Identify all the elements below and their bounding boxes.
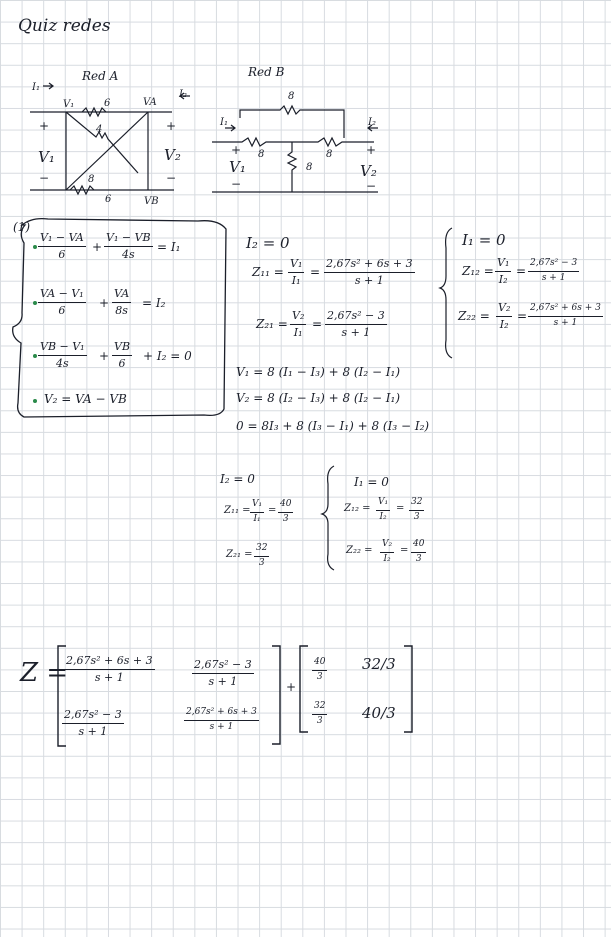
equation-rhs: = I₁ bbox=[157, 240, 181, 254]
circuit-a-minus-right: − bbox=[166, 171, 177, 185]
circuit-a-resistor-top: 6 bbox=[104, 98, 111, 109]
circuit-b-current-i1: I₁ bbox=[220, 117, 228, 128]
denominator: 6 bbox=[58, 304, 66, 318]
circuit-a-resistor-bottom: 6 bbox=[105, 194, 112, 205]
numerator: 32 bbox=[409, 498, 424, 511]
plus-sign: + bbox=[99, 296, 110, 310]
z12-lhs: Z₁₂ = bbox=[462, 264, 494, 278]
denominator: 3 bbox=[282, 513, 289, 524]
denominator: 4s bbox=[55, 357, 69, 371]
numerator: 32 bbox=[254, 544, 269, 557]
plus-sign: + bbox=[99, 349, 110, 363]
numerator: 2,67s² − 3 bbox=[325, 310, 387, 325]
numerator: V₁ bbox=[495, 257, 511, 272]
numerator: 2,67s² + 6s + 3 bbox=[324, 258, 415, 273]
circuit-b-v1: V₁ bbox=[229, 158, 246, 176]
circuit-a-current-i2: I₂ bbox=[179, 89, 187, 100]
numerator: 40 bbox=[312, 658, 327, 671]
denominator: 6 bbox=[58, 248, 66, 262]
circuit-a-v1: V₁ bbox=[38, 148, 55, 166]
denominator: 3 bbox=[258, 557, 265, 568]
denominator: 8s bbox=[115, 304, 128, 318]
circuit-a-node-v1: V₁ bbox=[63, 99, 75, 110]
numerator: VB − V₁ bbox=[38, 341, 87, 356]
z12-lhs: Z₁₂ = bbox=[344, 503, 371, 514]
denominator: 6 bbox=[118, 357, 126, 371]
circuit-a-resistor-left: 8 bbox=[88, 174, 95, 185]
condition-label: I₂ = 0 bbox=[246, 234, 290, 252]
matrix2-entry-22: 40/3 bbox=[362, 704, 396, 722]
circuit-b-v2: V₂ bbox=[360, 162, 377, 180]
circuit-a-v2: V₂ bbox=[164, 146, 181, 164]
equals-sign: = bbox=[310, 265, 321, 279]
numerator: 40 bbox=[411, 540, 426, 553]
matrix2-entry-12: 32/3 bbox=[362, 655, 396, 673]
mesh-equation-3: 0 = 8I₃ + 8 (I₃ − I₁) + 8 (I₃ − I₂) bbox=[236, 419, 430, 433]
denominator: s + 1 bbox=[553, 317, 578, 328]
circuit-b-plus-left: + bbox=[231, 143, 242, 157]
circuit-a-node-va: VA bbox=[143, 97, 157, 108]
denominator: s + 1 bbox=[208, 675, 238, 689]
denominator: s + 1 bbox=[541, 272, 566, 283]
plus-sign: + bbox=[286, 680, 297, 694]
numerator: V₁ bbox=[250, 500, 264, 513]
circuit-a-label: Red A bbox=[82, 69, 119, 83]
circuit-a-minus-left: − bbox=[39, 171, 50, 185]
mesh-equation-2: V₂ = 8 (I₂ − I₃) + 8 (I₂ − I₁) bbox=[236, 391, 401, 405]
circuit-b-minus-right: − bbox=[366, 179, 377, 193]
condition-right: I₁ = 0 bbox=[354, 475, 389, 489]
circuit-b-resistor-shunt: 8 bbox=[306, 162, 313, 173]
equals-sign: = bbox=[396, 503, 405, 514]
denominator: 3 bbox=[415, 553, 422, 564]
numerator: V₂ bbox=[380, 540, 394, 553]
equation-rhs: + I₂ = 0 bbox=[143, 349, 192, 363]
numerator: V₂ bbox=[290, 310, 306, 325]
numerator: VB bbox=[112, 341, 132, 356]
matrix-entry-12 bbox=[192, 659, 254, 688]
z21-lhs: Z₂₁ = bbox=[226, 549, 253, 560]
denominator: 3 bbox=[413, 511, 420, 522]
equals-sign: = bbox=[268, 505, 277, 516]
circuit-b-label: Red B bbox=[248, 65, 285, 79]
numerator: V₁ bbox=[376, 498, 390, 511]
denominator: 3 bbox=[316, 671, 323, 682]
numerator: 2,67s² − 3 bbox=[192, 659, 254, 674]
denominator: I₂ bbox=[499, 318, 509, 332]
numerator: V₁ − VA bbox=[38, 232, 86, 247]
matrix-entry-21 bbox=[62, 709, 124, 738]
numerator: 2,67s² − 3 bbox=[62, 709, 124, 724]
numerator: 2,67s² + 6s + 3 bbox=[64, 655, 155, 670]
numerator: 40 bbox=[278, 500, 293, 513]
box-index: (1) bbox=[13, 220, 30, 234]
circuit-a-resistor-cross: 4 bbox=[96, 124, 103, 135]
equation-text: V₂ = VA − VB bbox=[44, 392, 127, 406]
z11-lhs: Z₁₁ = bbox=[224, 505, 251, 516]
denominator: s + 1 bbox=[341, 326, 371, 340]
denominator: 4s bbox=[121, 248, 135, 262]
denominator: 3 bbox=[316, 715, 323, 726]
equation-rhs: = I₂ bbox=[142, 296, 166, 310]
z21-lhs: Z₂₁ = bbox=[256, 317, 288, 331]
z22-lhs: Z₂₂ = bbox=[346, 545, 373, 556]
circuit-a-current-i1: I₁ bbox=[32, 82, 40, 93]
denominator: I₂ bbox=[383, 553, 391, 564]
matrix2-entry-11 bbox=[312, 658, 327, 683]
denominator: I₁ bbox=[291, 274, 301, 288]
circuit-b-resistor-right: 8 bbox=[326, 149, 333, 160]
numerator: 2,67s² + 6s + 3 bbox=[528, 304, 603, 317]
matrix-lhs: Z = bbox=[20, 658, 69, 688]
matrix-entry-11 bbox=[64, 655, 155, 684]
denominator: s + 1 bbox=[209, 721, 234, 732]
numerator: VA bbox=[112, 288, 131, 303]
page-title: Quiz redes bbox=[18, 16, 111, 36]
numerator: V₁ − VB bbox=[104, 232, 153, 247]
matrix2-entry-21 bbox=[312, 702, 327, 727]
numerator: 2,67s² − 3 bbox=[528, 259, 579, 272]
numerator: 2,67s² + 6s + 3 bbox=[184, 708, 259, 721]
denominator: I₂ bbox=[498, 273, 508, 287]
circuit-b-plus-right: + bbox=[366, 143, 377, 157]
z22-lhs: Z₂₂ = bbox=[458, 309, 490, 323]
denominator: I₁ bbox=[293, 326, 303, 340]
condition-label: I₁ = 0 bbox=[462, 231, 506, 249]
circuit-a-node-vb: VB bbox=[144, 196, 159, 207]
circuit-b-minus-left: − bbox=[231, 177, 242, 191]
matrix-entry-22 bbox=[184, 708, 259, 733]
denominator: s + 1 bbox=[354, 274, 384, 288]
mesh-equation-1: V₁ = 8 (I₁ − I₃) + 8 (I₂ − I₁) bbox=[236, 365, 401, 379]
denominator: I₁ bbox=[253, 513, 261, 524]
circuit-a-plus-right: + bbox=[166, 119, 177, 133]
denominator: s + 1 bbox=[94, 671, 124, 685]
z11-lhs: Z₁₁ = bbox=[252, 265, 284, 279]
circuit-b-current-i2: I₂ bbox=[368, 117, 376, 128]
condition-left: I₂ = 0 bbox=[220, 472, 255, 486]
numerator: V₁ bbox=[288, 258, 304, 273]
numerator: 32 bbox=[312, 702, 327, 715]
denominator: I₂ bbox=[379, 511, 387, 522]
circuit-b-resistor-top: 8 bbox=[288, 91, 295, 102]
circuit-a-plus-left: + bbox=[39, 119, 50, 133]
equals-sign: = bbox=[516, 264, 527, 278]
denominator: s + 1 bbox=[78, 725, 108, 739]
circuit-b-resistor-left: 8 bbox=[258, 149, 265, 160]
equals-sign: = bbox=[312, 317, 323, 331]
plus-sign: + bbox=[92, 240, 103, 254]
equals-sign: = bbox=[517, 309, 528, 323]
numerator: V₂ bbox=[496, 302, 512, 317]
numerator: VA − V₁ bbox=[38, 288, 86, 303]
equals-sign: = bbox=[400, 545, 409, 556]
